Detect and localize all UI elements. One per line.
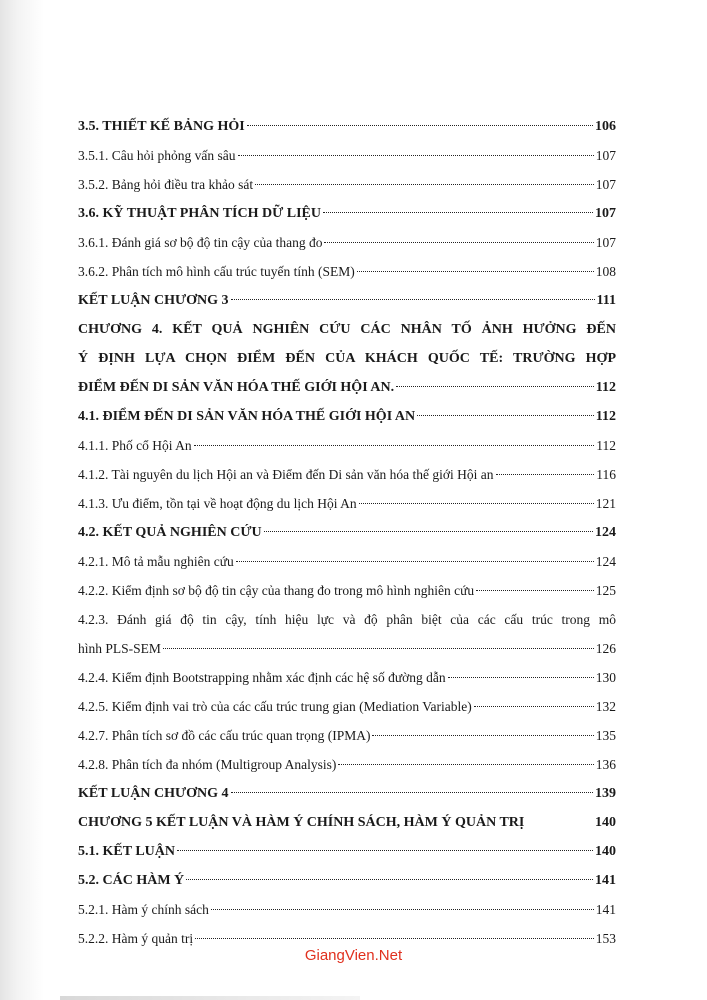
toc-entry[interactable] <box>78 315 616 344</box>
toc-entry[interactable] <box>78 344 616 373</box>
toc-page-number: 121 <box>595 496 616 511</box>
table-of-contents <box>78 112 616 953</box>
toc-page-number: 107 <box>595 235 616 250</box>
toc-entry-title: 3.5. THIẾT KẾ BẢNG HỎI <box>78 119 245 134</box>
toc-dot-leader <box>231 792 593 793</box>
toc-entry[interactable] <box>78 373 616 402</box>
toc-dot-leader <box>338 764 593 765</box>
toc-entry-title: 4.2. KẾT QUẢ NGHIÊN CỨU <box>78 525 262 540</box>
toc-entry[interactable] <box>78 866 616 895</box>
toc-entry-title: CHƯƠNG 5 KẾT LUẬN VÀ HÀM Ý CHÍNH SÁCH, HÀM Ý QUẢN TRỊ <box>78 815 525 830</box>
toc-dot-leader <box>194 445 595 446</box>
toc-entry-title: 5.2.1. Hàm ý chính sách <box>78 902 209 917</box>
toc-page-number: 124 <box>595 525 616 540</box>
toc-entry[interactable] <box>78 692 616 721</box>
toc-dot-leader <box>264 531 593 532</box>
toc-entry[interactable] <box>78 489 616 518</box>
toc-entry-title: 4.1.2. Tài nguyên du lịch Hội an và Điểm đến Di sản văn hóa thế giới Hội an <box>78 467 494 482</box>
watermark: GiangVien.Net <box>304 947 403 964</box>
toc-entry-title: 4.2.5. Kiểm định vai trò của các cấu trúc trung gian (Mediation Variable) <box>78 699 472 714</box>
toc-page-number: 141 <box>595 902 616 917</box>
toc-entry-title: 3.6. KỸ THUẬT PHÂN TÍCH DỮ LIỆU <box>78 206 321 221</box>
toc-entry[interactable] <box>78 808 616 837</box>
toc-entry-title: 4.1. ĐIỂM ĐẾN DI SẢN VĂN HÓA THẾ GIỚI HỘI AN <box>78 409 416 424</box>
toc-page-number: 130 <box>595 670 616 685</box>
toc-page-number: 116 <box>596 467 616 482</box>
toc-entry[interactable] <box>78 170 616 199</box>
toc-page-number: 112 <box>596 438 616 453</box>
toc-entry[interactable] <box>78 779 616 808</box>
toc-entry-title: 3.5.2. Bảng hỏi điều tra khảo sát <box>78 177 254 192</box>
toc-page-number: 140 <box>595 815 616 830</box>
toc-entry[interactable] <box>78 141 616 170</box>
toc-dot-leader <box>211 909 594 910</box>
toc-entry-title: 4.2.1. Mô tả mẫu nghiên cứu <box>78 554 234 569</box>
toc-entry[interactable] <box>78 112 616 141</box>
toc-entry[interactable] <box>78 402 616 431</box>
toc-entry[interactable] <box>78 750 616 779</box>
toc-entry-title: 4.2.4. Kiểm định Bootstrapping nhằm xác định các hệ số đường dẫn <box>78 670 446 685</box>
toc-dot-leader <box>324 242 593 243</box>
toc-dot-leader <box>163 648 594 649</box>
toc-entry-title: 4.1.3. Ưu điểm, tồn tại về hoạt động du lịch Hội An <box>78 496 357 511</box>
toc-dot-leader <box>186 879 593 880</box>
toc-dot-leader <box>372 735 593 736</box>
toc-entry-title: 4.2.3. Đánh giá độ tin cậy, tính hiệu lực và độ phân biệt của các cấu trúc trong mô <box>78 612 616 627</box>
toc-entry-title: 5.1. KẾT LUẬN <box>78 844 175 859</box>
toc-entry[interactable] <box>78 576 616 605</box>
toc-page-number: 139 <box>595 786 616 801</box>
toc-dot-leader <box>238 155 594 156</box>
toc-dot-leader <box>496 474 595 475</box>
toc-page-number: 107 <box>595 206 616 221</box>
toc-dot-leader <box>357 271 594 272</box>
toc-entry-title: 4.2.8. Phân tích đa nhóm (Multigroup Analysis) <box>78 757 337 772</box>
toc-page-number: 112 <box>595 380 616 395</box>
toc-entry-title: 5.2. CÁC HÀM Ý <box>78 873 185 888</box>
toc-entry-title: hình PLS-SEM <box>78 641 161 656</box>
toc-entry-title: 5.2.2. Hàm ý quản trị <box>78 931 194 946</box>
toc-entry[interactable] <box>78 547 616 576</box>
toc-entry[interactable] <box>78 257 616 286</box>
toc-entry[interactable] <box>78 460 616 489</box>
scan-edge-shadow <box>0 0 44 1000</box>
toc-dot-leader <box>236 561 594 562</box>
toc-page-number: 107 <box>595 148 616 163</box>
toc-dot-leader <box>195 938 594 939</box>
toc-entry-title: 4.2.2. Kiểm định sơ bộ độ tin cậy của thang đo trong mô hình nghiên cứu <box>78 583 475 598</box>
toc-entry-title: KẾT LUẬN CHƯƠNG 4 <box>78 786 229 801</box>
toc-page-number: 136 <box>595 757 616 772</box>
toc-entry[interactable] <box>78 228 616 257</box>
toc-page-number: 107 <box>595 177 616 192</box>
toc-entry[interactable] <box>78 895 616 924</box>
toc-page-number: 125 <box>595 583 616 598</box>
toc-dot-leader <box>323 212 593 213</box>
toc-entry[interactable] <box>78 518 616 547</box>
toc-entry-title: CHƯƠNG 4. KẾT QUẢ NGHIÊN CỨU CÁC NHÂN TỐ ẢNH HƯỞNG ĐẾN <box>78 322 616 337</box>
toc-page-number: 108 <box>595 264 616 279</box>
toc-entry[interactable] <box>78 634 616 663</box>
toc-entry[interactable] <box>78 663 616 692</box>
toc-page-number: 106 <box>595 119 616 134</box>
scan-bottom-strip <box>60 996 360 1000</box>
toc-entry[interactable] <box>78 199 616 228</box>
toc-entry-title: 3.6.1. Đánh giá sơ bộ độ tin cậy của thang đo <box>78 235 323 250</box>
toc-entry[interactable] <box>78 721 616 750</box>
toc-dot-leader <box>417 415 594 416</box>
toc-entry[interactable] <box>78 431 616 460</box>
toc-entry-title: 4.2.7. Phân tích sơ đồ các cấu trúc quan trọng (IPMA) <box>78 728 371 743</box>
toc-entry-title: KẾT LUẬN CHƯƠNG 3 <box>78 293 229 308</box>
toc-page-number: 112 <box>595 409 616 424</box>
toc-entry[interactable] <box>78 837 616 866</box>
toc-page-number: 153 <box>595 931 616 946</box>
toc-dot-leader <box>247 125 593 126</box>
toc-dot-leader <box>476 590 594 591</box>
toc-entry-title: Ý ĐỊNH LỰA CHỌN ĐIỂM ĐẾN CỦA KHÁCH QUỐC TẾ: TRƯỜNG HỢP <box>78 351 616 366</box>
toc-page-number: 140 <box>595 844 616 859</box>
toc-page-number: 132 <box>595 699 616 714</box>
toc-dot-leader <box>255 184 594 185</box>
toc-dot-leader <box>448 677 594 678</box>
toc-entry[interactable] <box>78 286 616 315</box>
toc-page-number: 124 <box>595 554 616 569</box>
toc-entry-title: 4.1.1. Phố cổ Hội An <box>78 438 192 453</box>
toc-page-number: 135 <box>595 728 616 743</box>
toc-entry-title: 3.6.2. Phân tích mô hình cấu trúc tuyến tính (SEM) <box>78 264 355 279</box>
toc-page-number: 141 <box>595 873 616 888</box>
toc-dot-leader <box>474 706 594 707</box>
toc-dot-leader <box>231 299 595 300</box>
toc-page-number: 126 <box>595 641 616 656</box>
toc-dot-leader <box>359 503 594 504</box>
toc-dot-leader <box>177 850 593 851</box>
toc-page-number: 111 <box>596 293 616 308</box>
toc-entry[interactable] <box>78 605 616 634</box>
toc-dot-leader <box>396 386 594 387</box>
toc-entry-title: ĐIỂM ĐẾN DI SẢN VĂN HÓA THẾ GIỚI HỘI AN. <box>78 380 395 395</box>
toc-entry-title: 3.5.1. Câu hỏi phỏng vấn sâu <box>78 148 236 163</box>
